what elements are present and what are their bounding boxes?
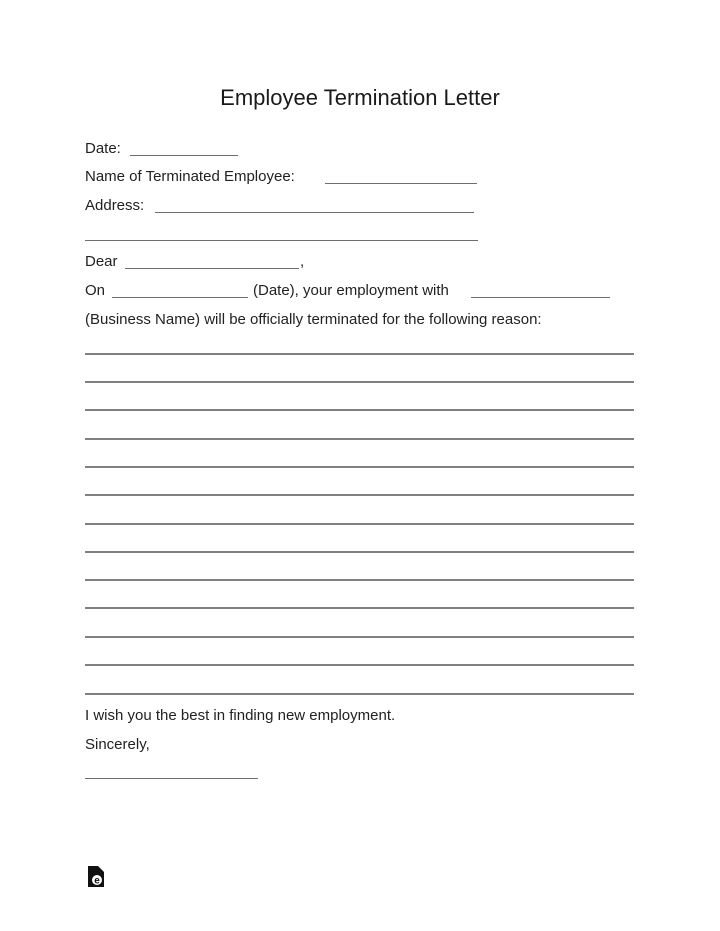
reason-line[interactable] (85, 693, 634, 695)
document-e-logo-icon (88, 866, 104, 887)
reason-line[interactable] (85, 353, 634, 355)
reason-line[interactable] (85, 381, 634, 383)
salutation-label: Dear (85, 253, 118, 270)
reason-line[interactable] (85, 664, 634, 666)
logo-letter: e (94, 875, 100, 887)
date-employment-text: (Date), your employment with (253, 282, 449, 299)
address-field-line-2[interactable] (85, 240, 478, 241)
employee-name-field[interactable] (325, 183, 477, 184)
closing-wish: I wish you the best in finding new employment. (85, 707, 396, 724)
document-title: Employee Termination Letter (220, 85, 500, 110)
reason-line[interactable] (85, 466, 634, 468)
address-label: Address: (85, 197, 145, 214)
business-name-field[interactable] (471, 297, 610, 298)
reason-line[interactable] (85, 438, 634, 440)
recipient-name-field[interactable] (125, 268, 299, 269)
reason-line[interactable] (85, 523, 634, 525)
business-sentence: (Business Name) will be officially terminated for the following reason: (85, 311, 542, 328)
date-label: Date: (85, 140, 121, 157)
on-label: On (85, 282, 106, 299)
sign-off: Sincerely, (85, 736, 150, 753)
employee-name-label: Name of Terminated Employee: (85, 168, 295, 185)
reason-line[interactable] (85, 494, 634, 496)
reason-line[interactable] (85, 636, 634, 638)
signature-field[interactable] (85, 778, 258, 779)
reason-line[interactable] (85, 607, 634, 609)
termination-date-field[interactable] (112, 297, 248, 298)
salutation-comma: , (300, 253, 305, 270)
address-field-line-1[interactable] (155, 212, 474, 213)
reason-line[interactable] (85, 551, 634, 553)
reason-line[interactable] (85, 409, 634, 411)
reason-line[interactable] (85, 579, 634, 581)
date-field[interactable] (130, 155, 238, 156)
